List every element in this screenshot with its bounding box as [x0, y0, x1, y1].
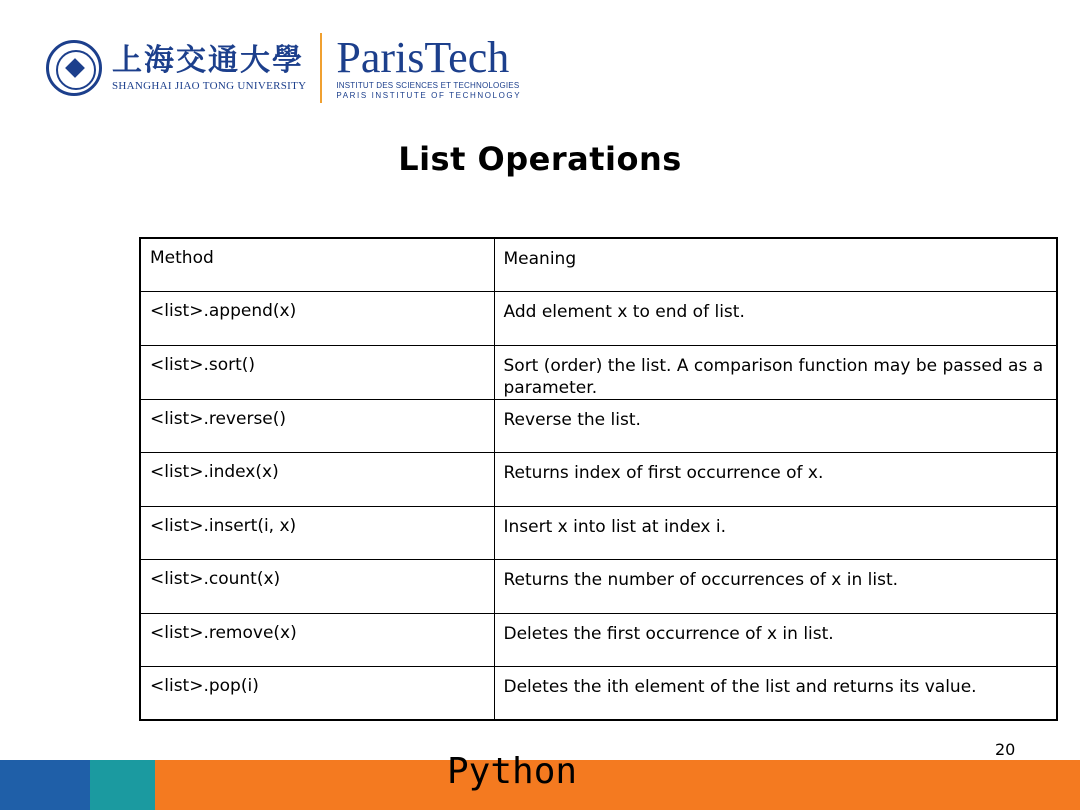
- table-row: [140, 345, 1057, 399]
- method-cell: <list>.remove(x): [140, 613, 494, 667]
- page-number: 20: [995, 740, 1016, 759]
- paristech-subtitle-fr: INSTITUT DES SCIENCES ET TECHNOLOGIES: [336, 81, 520, 90]
- sjtu-english-name: SHANGHAI JIAO TONG UNIVERSITY: [112, 80, 307, 92]
- table-row: [140, 560, 1057, 614]
- meaning-cell: Returns index of first occurrence of x.: [494, 453, 1057, 507]
- method-cell: <list>.pop(i): [140, 667, 494, 721]
- meaning-cell: Sort (order) the list. A comparison function may be passed as a parameter.: [494, 345, 1057, 399]
- sjtu-chinese-name: 上海交通大學: [112, 43, 304, 78]
- method-cell: <list>.index(x): [140, 453, 494, 507]
- table-header-row: [140, 238, 1057, 292]
- method-cell: <list>.reverse(): [140, 399, 494, 453]
- logo-divider: [320, 33, 322, 103]
- footer-orange-block: [155, 760, 1080, 810]
- meaning-cell: Returns the number of occurrences of x in list.: [494, 560, 1057, 614]
- method-cell: <list>.sort(): [140, 345, 494, 399]
- method-cell: <list>.append(x): [140, 292, 494, 346]
- meaning-cell: Reverse the list.: [494, 399, 1057, 453]
- table-row: [140, 667, 1057, 721]
- header-logos: [46, 28, 521, 108]
- paristech-logo: [336, 35, 521, 101]
- sjtu-seal-icon: [46, 40, 102, 96]
- table-row: [140, 453, 1057, 507]
- meaning-cell: Add element x to end of list.: [494, 292, 1057, 346]
- paristech-name-a: Paris: [336, 33, 425, 82]
- table-row: [140, 613, 1057, 667]
- meaning-cell: Deletes the ith element of the list and returns its value.: [494, 667, 1057, 721]
- method-cell: <list>.insert(i, x): [140, 506, 494, 560]
- paristech-name-b: Tech: [424, 33, 510, 82]
- footer-blue-block: [0, 760, 90, 810]
- list-operations-table: [139, 237, 1058, 721]
- paristech-subtitle-en: PARIS INSTITUTE OF TECHNOLOGY: [336, 91, 522, 100]
- meaning-cell: Insert x into list at index i.: [494, 506, 1057, 560]
- footer-label: Python: [447, 751, 578, 792]
- table-row: [140, 506, 1057, 560]
- footer-teal-block: [90, 760, 155, 810]
- sjtu-logo-text: [112, 43, 306, 93]
- slide-title: List Operations: [398, 140, 682, 178]
- header-meaning: Meaning: [494, 238, 1057, 292]
- paristech-name: [336, 35, 521, 81]
- header-method: Method: [140, 238, 494, 292]
- method-cell: <list>.count(x): [140, 560, 494, 614]
- table-row: [140, 292, 1057, 346]
- table-row: [140, 399, 1057, 453]
- meaning-cell: Deletes the first occurrence of x in list.: [494, 613, 1057, 667]
